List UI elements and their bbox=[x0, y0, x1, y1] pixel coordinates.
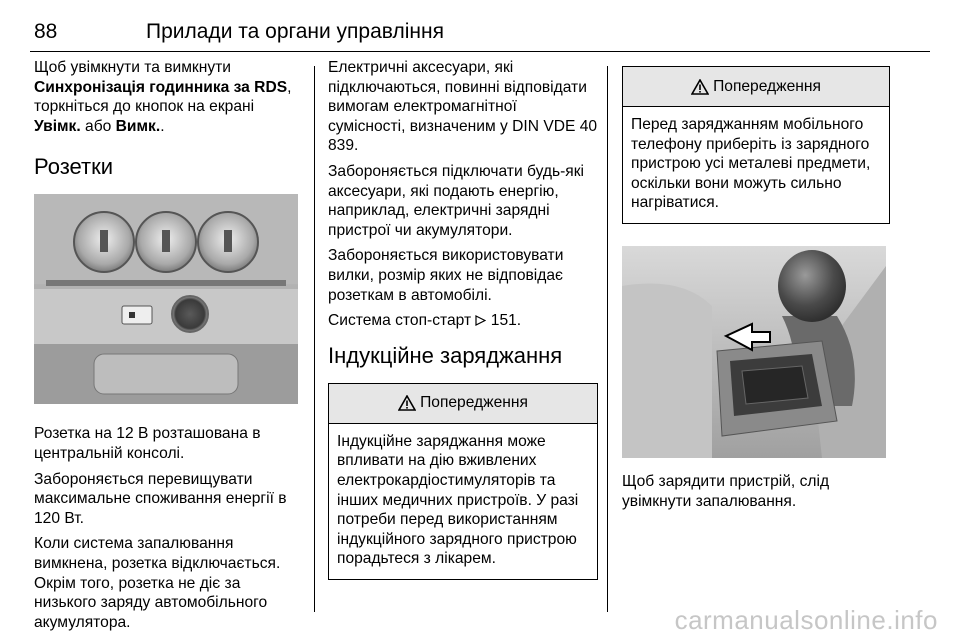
warning-text: Перед заряджанням мобільного телефону приберіть із зарядного пристрою усі металеві предмети, оскільки вони можуть сильно нагріватися. bbox=[631, 116, 871, 212]
column-divider bbox=[607, 66, 608, 612]
power-socket-photo bbox=[34, 194, 298, 404]
on-label: Увімк. bbox=[34, 117, 81, 135]
socket-location-text: Розетка на 12 В розташована в центральній консолі. bbox=[34, 425, 261, 462]
intro-paragraph: Щоб увімкнути та вимкнути Синхронізація годинника за RDS, торкніться до кнопок на екрані Увімк. або Вимк.. bbox=[34, 59, 292, 135]
induction-charger-photo bbox=[622, 246, 886, 458]
warning-triangle-icon bbox=[691, 79, 709, 95]
ignition-on-text: Щоб зарядити пристрій, слід увімкнути запалювання. bbox=[622, 472, 830, 510]
triangle-reference-icon[interactable] bbox=[475, 315, 486, 326]
page-title: Прилади та органи управління bbox=[146, 20, 444, 43]
warning-title: Попередження bbox=[713, 77, 821, 95]
warning-header bbox=[329, 384, 597, 424]
section-heading-induction: Індукційне заряджання bbox=[328, 342, 563, 368]
column-right bbox=[622, 58, 890, 517]
column-left bbox=[34, 58, 304, 638]
max-power-text: Забороняється перевищувати максимальне споживання енергії в 120 Вт. bbox=[34, 470, 287, 527]
column-divider bbox=[314, 66, 315, 612]
warning-box-induction bbox=[328, 383, 598, 580]
column-middle bbox=[328, 58, 598, 580]
rds-sync-label: Синхронізація годинника за RDS bbox=[34, 78, 288, 96]
watermark: carmanualsonline.info bbox=[674, 605, 938, 635]
page-header bbox=[30, 14, 930, 52]
page-number: 88 bbox=[34, 20, 58, 43]
warning-header bbox=[623, 67, 889, 107]
warning-title: Попередження bbox=[420, 394, 528, 412]
warning-box-metal bbox=[622, 66, 890, 224]
plug-size-text: Забороняється використовувати вилки, розмір яких не відповідає розеткам в автомобілі. bbox=[328, 247, 564, 304]
warning-triangle-icon bbox=[398, 395, 416, 411]
warning-text: Індукційне заряджання може впливати на дію вживлених електрокардіостимуляторів та інших медичних пристроїв. У разі потреби перед використанням індукційного зарядного пристрою порадьтеся з лікарем. bbox=[337, 432, 579, 568]
emc-text: Електричні аксесуари, які підключаються, повинні відповідати вимогам електромагнітної сумісності, визначеним у DIN VDE 40 839. bbox=[328, 59, 598, 155]
ignition-off-text: Коли система запалювання вимкнена, розетка відключається. Окрім того, розетка не діє за низького заряду автомобільного акумулятора. bbox=[34, 535, 281, 631]
stop-start-reference: Система стоп-старт 151. bbox=[328, 312, 522, 330]
section-heading-sockets: Розетки bbox=[34, 154, 114, 180]
no-power-accessories-text: Забороняється підключати будь-які аксесуари, які подають енергію, наприклад, електричні зарядні пристрої чи акумулятори. bbox=[328, 162, 585, 239]
off-label: Вимк. bbox=[115, 117, 161, 135]
